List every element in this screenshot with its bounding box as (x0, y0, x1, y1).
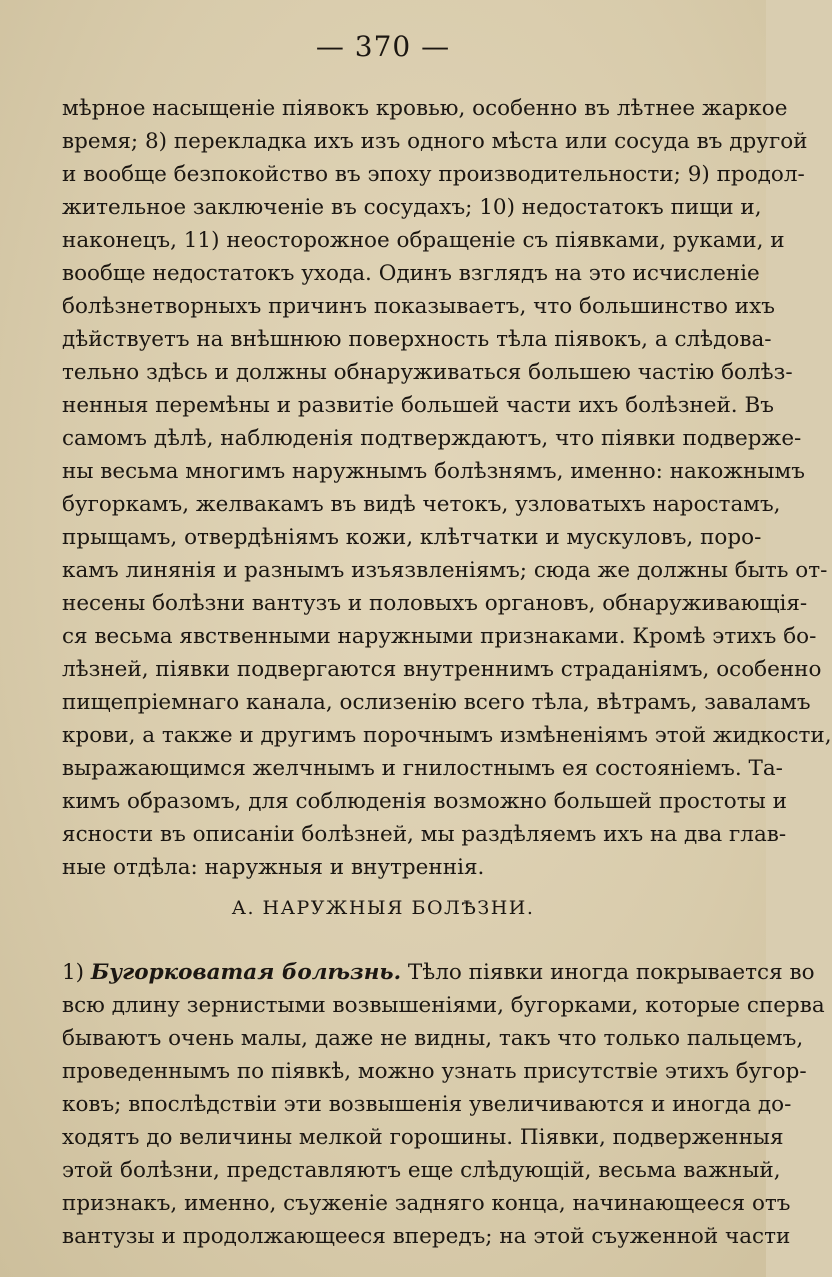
text-line: болѣзнетворныхъ причинъ показываетъ, что большинство ихъ (62, 294, 775, 319)
text-line: дѣйствуетъ на внѣшнюю поверхность тѣла піявокъ, а слѣдова- (62, 327, 772, 352)
text-line: лѣзней, піявки подвергаются внутреннимъ страданіямъ, особенно (62, 657, 822, 682)
text-line: ся весьма явственными наружными признаками. Кромѣ этихъ бо- (62, 624, 817, 649)
text-line: ходятъ до величины мелкой горошины. Піявки, подверженныя (62, 1125, 784, 1150)
text-line: ные отдѣла: наружныя и внутреннія. (62, 855, 485, 880)
text-line: вантузы и продолжающееся впередъ; на этой съуженной части (62, 1224, 791, 1249)
paragraph-causes (62, 92, 832, 884)
paragraph-tubercular-disease (62, 956, 825, 1253)
text-line: ненныя перемѣны и развитіе большей части ихъ болѣзней. Въ (62, 393, 774, 418)
text-line: время; 8) перекладка ихъ изъ одного мѣста или сосуда въ другой (62, 129, 808, 154)
page-number: — 370 — (315, 30, 451, 63)
text-line: мѣрное насыщеніе піявокъ кровью, особенно въ лѣтнее жаркое (62, 96, 788, 121)
text-line: этой болѣзни, представляютъ еще слѣдующій, весьма важный, (62, 1158, 781, 1183)
disease-title: Бугорковатая болѣзнь. (90, 960, 402, 985)
text-line (62, 956, 815, 989)
text-line: проведеннымъ по піявкѣ, можно узнать присутствіе этихъ бугор- (62, 1059, 807, 1084)
text-line: вообще недостатокъ ухода. Одинъ взглядъ на это исчисленіе (62, 261, 760, 286)
text-line: всю длину зернистыми возвышеніями, бугорками, которые сперва (62, 993, 825, 1018)
line-text: Тѣло піявки иногда покрывается во (407, 960, 815, 985)
section-heading: А. НАРУЖНЫЯ БОЛѢЗНИ. (231, 897, 535, 919)
text-line: кимъ образомъ, для соблюденія возможно большей простоты и (62, 789, 787, 814)
text-line: ны весьма многимъ наружнымъ болѣзнямъ, именно: накожнымъ (62, 459, 805, 484)
text-line: камъ линянія и разнымъ изъязвленіямъ; сюда же должны быть от- (62, 558, 828, 583)
text-line: жительное заключеніе въ сосудахъ; 10) недостатокъ пищи и, (62, 195, 762, 220)
text-line: бываютъ очень малы, даже не видны, такъ что только пальцемъ, (62, 1026, 804, 1051)
text-line: ковъ; впослѣдствіи эти возвышенія увеличиваются и иногда до- (62, 1092, 792, 1117)
text-line: крови, а также и другимъ порочнымъ измѣненіямъ этой жидкости, (62, 723, 832, 748)
text-line: выражающимся желчнымъ и гнилостнымъ ея состояніемъ. Та- (62, 756, 783, 781)
text-line: признакъ, именно, съуженіе задняго конца, начинающееся отъ (62, 1191, 791, 1216)
text-line: наконецъ, 11) неосторожное обращеніе съ піявками, руками, и (62, 228, 785, 253)
item-number: 1) (62, 960, 85, 985)
text-line: самомъ дѣлѣ, наблюденія подтверждаютъ, что піявки подверже- (62, 426, 802, 451)
text-line: бугоркамъ, желвакамъ въ видѣ четокъ, узловатыхъ наростамъ, (62, 492, 781, 517)
text-line: пищепріемнаго канала, ослизенію всего тѣла, вѣтрамъ, заваламъ (62, 690, 811, 715)
text-line: ясности въ описаніи болѣзней, мы раздѣляемъ ихъ на два глав- (62, 822, 787, 847)
text-line: несены болѣзни вантузъ и половыхъ органовъ, обнаруживающія- (62, 591, 808, 616)
text-line: прыщамъ, отвердѣніямъ кожи, клѣтчатки и мускуловъ, поро- (62, 525, 762, 550)
text-line: тельно здѣсь и должны обнаруживаться большею частію болѣз- (62, 360, 793, 385)
text-line: и вообще безпокойство въ эпоху производительности; 9) продол- (62, 162, 805, 187)
